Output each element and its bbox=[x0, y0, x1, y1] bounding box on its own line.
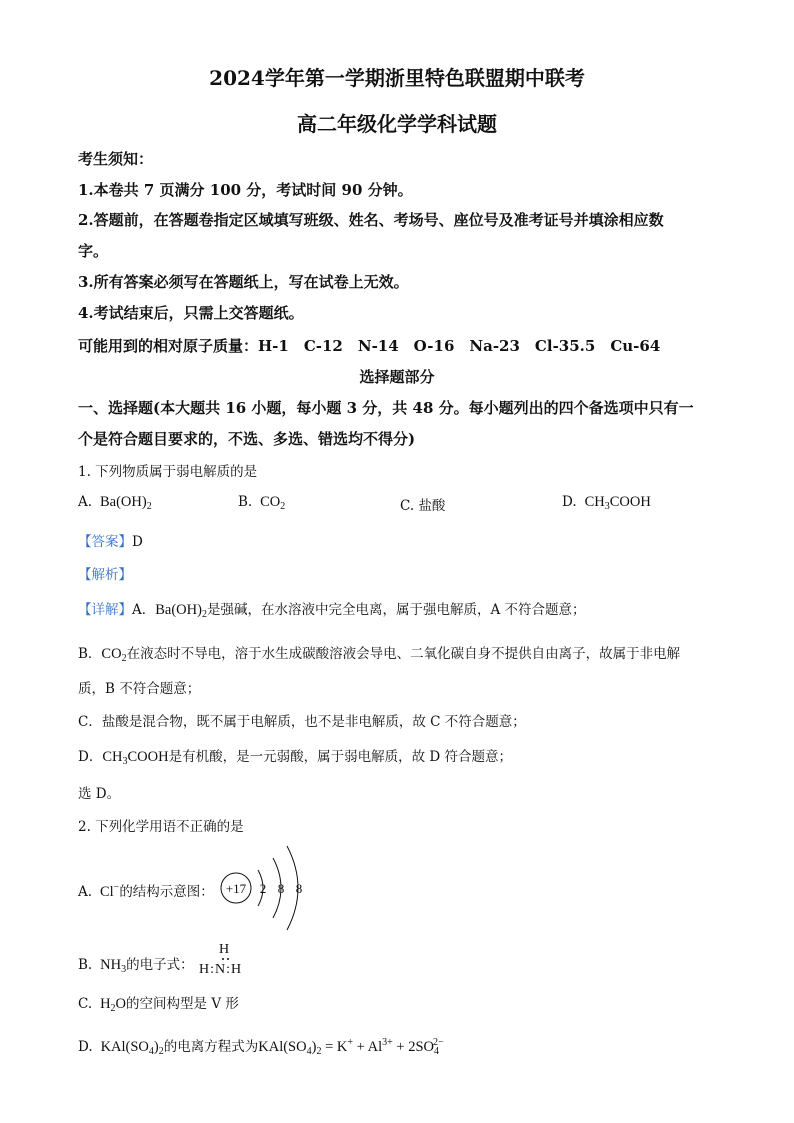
q1-option-c bbox=[400, 494, 445, 514]
q1-option-b-letter: B. bbox=[238, 494, 253, 510]
notice-item-3: 3.所有答案必须写在答题纸上，写在试卷上无效。 bbox=[78, 273, 409, 291]
exam-subtitle: 高二年级化学学科试题 bbox=[297, 112, 497, 136]
shell-electrons-1: 2 bbox=[259, 881, 267, 896]
exam-title: 2024学年第一学期浙里特色联盟期中联考 bbox=[209, 66, 585, 90]
q1-detail-a: 【详解】A．$Ba(OH)_2$是强碱，在水溶液中完全电离，属于强电解质，A 不符合题意； bbox=[78, 602, 586, 620]
formula-baoh2: $Ba(OH)_2$ bbox=[155, 602, 207, 620]
part-title: 选择题部分 bbox=[359, 368, 435, 386]
notice-item-1: 1.本卷共 7 页满分 100 分，考试时间 90 分钟。 bbox=[78, 181, 413, 199]
q2-option-c: C. $H_2O$的空间构型是 V 形 bbox=[78, 996, 239, 1014]
formula-ch3cooh: $CH_3COOH$ bbox=[102, 749, 169, 767]
q1-option-a bbox=[78, 494, 152, 512]
cl-ion-structure-diagram bbox=[215, 842, 315, 938]
q1-conclusion: 选 D。 bbox=[78, 786, 121, 802]
q1-option-b bbox=[238, 494, 285, 512]
lewis-row: H:N:H bbox=[199, 962, 243, 977]
notice-item-4: 4.考试结束后，只需上交答题纸。 bbox=[78, 304, 304, 322]
lewis-top-h: H bbox=[219, 942, 230, 957]
formula-cl-ion: Cl− bbox=[96, 882, 120, 900]
section-heading-line1: 一、选择题(本大题共 16 小题，每小题 3 分，共 48 分。每小题列出的四个备选项中只有一 bbox=[78, 399, 694, 417]
q1-stem: 1. 下列物质属于弱电解质的是 bbox=[78, 464, 258, 480]
formula-kal-so4-2: $KAl(SO_4)_2$ bbox=[96, 1039, 164, 1057]
nucleus-charge: +17 bbox=[225, 881, 247, 896]
q1-detail-b-cont: 质，B 不符合题意； bbox=[78, 681, 201, 697]
q1-detail-c: C．盐酸是混合物，既不属于电解质，也不是非电解质，故 C 不符合题意； bbox=[78, 714, 526, 730]
formula-h2o: $H_2O$ bbox=[96, 996, 127, 1014]
answer-tag: 【答案】 bbox=[78, 534, 132, 550]
notice-heading: 考生须知： bbox=[78, 150, 154, 168]
shell-electrons-3: 8 bbox=[295, 881, 303, 896]
shell-electrons-2: 8 bbox=[277, 881, 285, 896]
lewis-dots-top bbox=[222, 958, 230, 961]
q1-option-b-formula: $CO_2$ bbox=[260, 494, 286, 512]
q2-option-b: B. $NH_3$的电子式： bbox=[78, 957, 194, 975]
q1-option-c-text: 盐酸 bbox=[418, 498, 446, 514]
q1-option-a-formula: $Ba(OH)_2$ bbox=[96, 494, 152, 512]
atomic-mass-line: 可能用到的相对原子质量：H-1 C-12 N-14 O-16 Na-23 Cl-35.5 Cu-64 bbox=[78, 337, 661, 355]
section-heading-line2: 个是符合题目要求的，不选、多选、错选均不得分) bbox=[78, 430, 416, 448]
ionization-equation: $KAl(SO_4)_2 = K^+ + Al^{3+} + 2SO_4^{2-}$ bbox=[258, 1037, 444, 1057]
notice-item-2-cont: 字。 bbox=[78, 242, 109, 260]
q1-option-a-letter: A. bbox=[78, 494, 93, 510]
q1-option-d-letter: D. bbox=[562, 494, 577, 510]
notice-item-2: 2.答题前，在答题卷指定区域填写班级、姓名、考场号、座位号及准考证号并填涂相应数 bbox=[78, 211, 664, 229]
q1-detail-d: D．$CH_3COOH$是有机酸，是一元弱酸，属于弱电解质，故 D 符合题意； bbox=[78, 749, 512, 767]
q1-option-d bbox=[562, 494, 651, 512]
q1-detail-b: B．$CO_2$在液态时不导电，溶于水生成碳酸溶液会导电、二氧化碳自身不提供自由离子，故属于非电解 bbox=[78, 646, 681, 664]
q2-option-d: D. $KAl(SO_4)_2$的电离方程式为$KAl(SO_4)_2 = K^+ + Al^{3+} + 2SO_4^{2-}$ bbox=[78, 1037, 444, 1057]
q1-analysis-tag: 【解析】 bbox=[78, 567, 132, 583]
q1-answer bbox=[78, 530, 143, 550]
answer-value: D bbox=[132, 534, 143, 550]
q1-option-d-formula: $CH_3COOH$ bbox=[584, 494, 651, 512]
q2-stem: 2. 下列化学用语不正确的是 bbox=[78, 819, 244, 835]
formula-nh3: $NH_3$ bbox=[96, 957, 127, 975]
detail-tag: 【详解】 bbox=[78, 602, 132, 618]
formula-co2: $CO_2$ bbox=[101, 646, 127, 664]
q1-option-c-letter: C. bbox=[400, 498, 415, 514]
q2-option-a: A. Cl−的结构示意图： bbox=[78, 882, 214, 900]
